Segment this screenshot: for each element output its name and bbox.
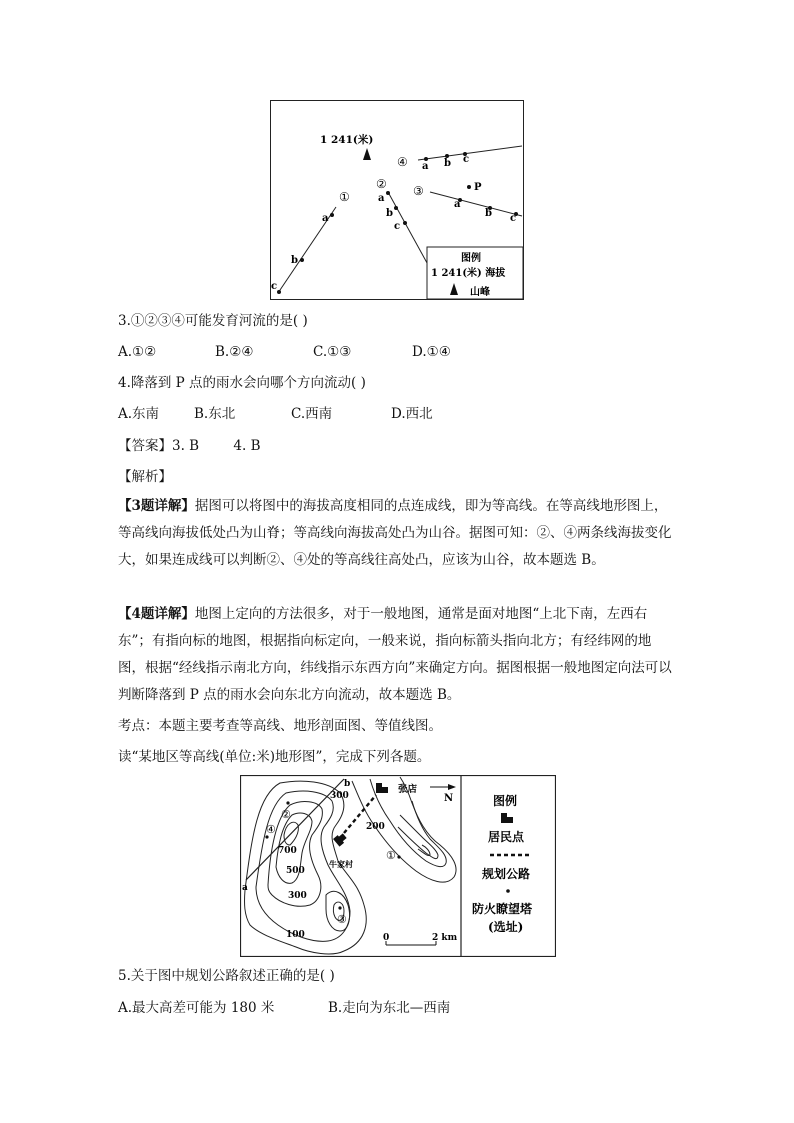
point-2b-label: b: [386, 208, 393, 219]
q5-option-a[interactable]: A.最大高差可能为 180 米: [118, 1000, 275, 1016]
point-3c-label: c: [510, 213, 517, 224]
q3-option-b[interactable]: B.②④: [215, 344, 254, 360]
point-3a-label: a: [454, 199, 461, 210]
point-2c: [403, 221, 407, 225]
legend1-elevation: 1 241(米) 海拔: [431, 268, 506, 279]
q3-option-c[interactable]: C.①③: [313, 344, 352, 360]
point-2a: [386, 191, 390, 195]
q4-option-c[interactable]: C.西南: [291, 406, 333, 422]
point-2a-label: a: [378, 193, 385, 204]
tower-4-label: ④: [266, 823, 276, 836]
contour-100: 100: [286, 930, 305, 940]
q5-option-b[interactable]: B.走向为东北—西南: [328, 1000, 451, 1016]
q4-option-d[interactable]: D.西北: [391, 406, 433, 422]
tower-2-label: ②: [281, 808, 291, 821]
circle-2-label: ②: [376, 177, 387, 191]
q4-detail-text: 地图上定向的方法很多，对于一般地图，通常是面对地图“上北下南，左西右东”；有指向标的地图，根据指向标定向，一般来说，指向标箭头指向北方；有经纬网的地图，根据“经线指示南北方向，纬线指示东西方向”来确定方向。据图根据一般地图定向法可以判断降落到 P 点的雨水会向东北方向流动，故本题选 B。: [118, 606, 672, 703]
q4-option-b[interactable]: B.东北: [194, 406, 236, 422]
q4-stem: 4.降落到 P 点的雨水会向哪个方向流动( ): [118, 375, 366, 391]
point-p: [467, 185, 471, 189]
scale-2km-label: 2 km: [432, 933, 458, 943]
point-2b: [394, 206, 398, 210]
q5-stem: 5.关于图中规划公路叙述正确的是( ): [118, 968, 335, 984]
legend-tower-label: 防火瞭望塔: [472, 902, 533, 916]
point-1a: [330, 213, 334, 217]
niujiacun-label: 牛家村: [329, 859, 353, 869]
q4-detail-tag: 【4题详解】: [118, 606, 195, 622]
legend1-peak: 山峰: [470, 287, 490, 298]
q4-option-a[interactable]: A.东南: [118, 406, 160, 422]
label-a: a: [242, 883, 248, 893]
figure-contour-points: [270, 100, 524, 300]
legend2-title: 图例: [493, 794, 518, 808]
point-4a-label: a: [422, 161, 429, 172]
tower-3-dot: [338, 906, 341, 909]
q4-detail: [118, 601, 678, 709]
point-4c-label: c: [463, 154, 470, 165]
figure1-legend: [427, 247, 523, 299]
q3-option-a[interactable]: A.①②: [118, 344, 157, 360]
q3-detail-text: 据图可以将图中的海拔高度相同的点连成线，即为等高线。在等高线地形图上，等高线向海拔低处凸为山脊；等高线向海拔高处凸为山谷。据图可知：②、④两条线海拔变化大，如果连成线可以判断②、④处的等高线往高处凸，应该为山谷，故本题选 B。: [118, 498, 672, 568]
legend-tower-icon: [506, 889, 510, 893]
q3-stem: 3.①②③④可能发育河流的是( ): [118, 313, 308, 329]
scale-0-label: 0: [383, 933, 390, 943]
contour-500: 500: [286, 866, 305, 876]
peak-elevation-label: 1 241(米): [320, 134, 374, 146]
legend-road-label: 规划公路: [482, 867, 531, 881]
point-p-label: P: [474, 182, 482, 193]
q3-option-d[interactable]: D.①④: [412, 344, 451, 360]
north-label: N: [444, 793, 454, 804]
circle-1-label: ①: [339, 190, 350, 204]
legend1-title: 图例: [461, 253, 481, 264]
figure-contour-terrain: [240, 775, 556, 957]
point-1c: [277, 290, 281, 294]
tower-2-dot: [286, 801, 289, 804]
label-b: b: [344, 779, 351, 789]
point-4b-label: b: [444, 158, 451, 169]
zhangdian-label: 张店: [398, 784, 418, 795]
intro-line: 读“某地区等高线(单位:米)地形图”，完成下列各题。: [118, 749, 431, 765]
answer-line: 【答案】3. B 4. B: [118, 438, 261, 454]
legend-village-label: 居民点: [488, 830, 525, 844]
point-1a-label: a: [322, 213, 329, 224]
point-1c-label: c: [271, 281, 278, 292]
circle-3-label: ③: [413, 184, 424, 198]
point-1b: [300, 258, 304, 262]
circle-4-label: ④: [397, 155, 408, 169]
contour-200: 200: [366, 822, 385, 832]
q3-detail-tag: 【3题详解】: [118, 498, 195, 514]
contour-700: 700: [278, 846, 297, 856]
tower-3-label: ③: [337, 913, 347, 926]
tower-1-dot: [397, 855, 400, 858]
q5-options: [118, 998, 450, 1018]
point-2c-label: c: [394, 221, 401, 232]
q3-detail: [118, 493, 678, 574]
q4-options: [118, 404, 433, 424]
point-3b-label: b: [485, 208, 492, 219]
point-1b-label: b: [291, 255, 298, 266]
q3-options: [118, 342, 451, 362]
tower-1-label: ①: [386, 849, 396, 862]
legend-tower-sub: (选址): [488, 920, 524, 934]
kaodian-line: 考点：本题主要考查等高线、地形剖面图、等值线图。: [118, 718, 442, 734]
analysis-title: 【解析】: [118, 469, 172, 485]
contour-300-top: 300: [330, 791, 349, 801]
contour-300-bottom: 300: [288, 891, 307, 901]
